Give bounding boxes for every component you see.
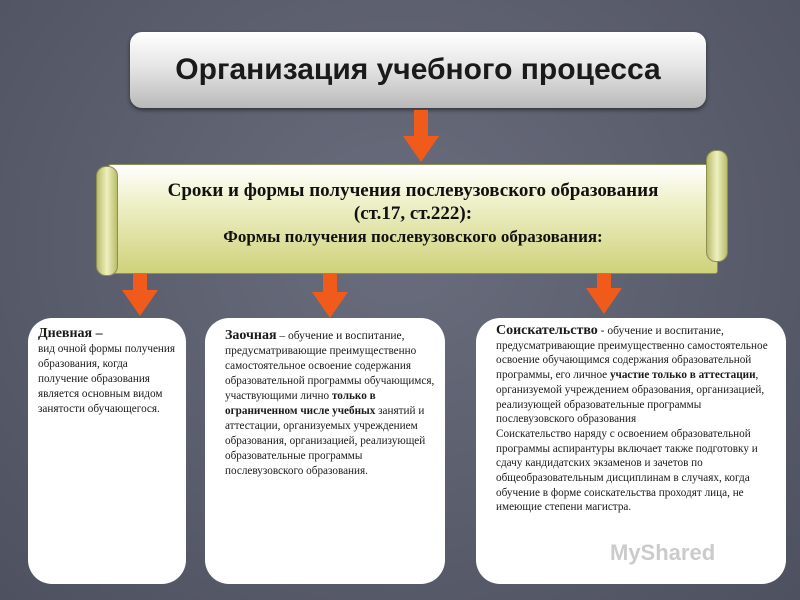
- card-external-heading: Соискательство: [496, 323, 598, 338]
- card-correspondence-heading-note: – обучение и воспитание, предусматривающие: [225, 330, 405, 357]
- watermark-logo: MyShared: [610, 540, 716, 565]
- card-daytime: [28, 318, 186, 584]
- card-external-body-2: , организуемой учреждением образования, организацией, реализующей образовательные программы послевузовского образования: [496, 369, 765, 426]
- scroll-curl-left: [96, 166, 118, 276]
- card-correspondence: [205, 318, 445, 584]
- scroll-line-3: Формы получения послевузовского образования:: [223, 227, 603, 246]
- card-correspondence-body-2: занятий и аттестации, организуемых учреждением образования, организацией, реализующей образовательные программы послевузовского образования.: [225, 405, 426, 477]
- scroll-line-2: (ст.17, ст.222):: [353, 203, 473, 224]
- card-daytime-body: вид очной формы получения образования, когда получение образования является основным видом занятости обучающегося.: [38, 343, 176, 415]
- card-external-body-1: предусматривающие преимущественно самостоятельное освоение обучающимся содержания образовательной программы, его личное: [496, 339, 768, 382]
- scroll-curl-right: [706, 150, 728, 262]
- scroll-body: [108, 164, 718, 274]
- card-daytime-heading: Дневная –: [38, 326, 103, 341]
- card-external-body-bold: участие только в аттестации: [607, 369, 756, 382]
- card-external-body-3: Соискательство наряду с освоением образовательной программы аспирантуры включает также подготовку и сдачу кандидатских экзаменов и зачетов по общеобразовательным дисциплинам в случаях, когда обучение в форме соискательства проходят лица, не имеющие степени магистра.: [496, 427, 758, 514]
- card-external-heading-note: - обучение и воспитание,: [597, 325, 724, 337]
- forms-scroll-banner: [96, 150, 728, 274]
- card-correspondence-heading: Заочная: [225, 328, 277, 343]
- card-correspondence-body-bold: только в ограниченном числе учебных: [225, 390, 376, 417]
- scroll-line-1: Сроки и формы получения послевузовского образования: [167, 180, 659, 201]
- main-title: Организация учебного процесса: [130, 32, 706, 108]
- card-correspondence-body-1: преимущественно самостоятельное освоение содержания образовательной программы обучающимся, участвующими лично: [225, 345, 435, 402]
